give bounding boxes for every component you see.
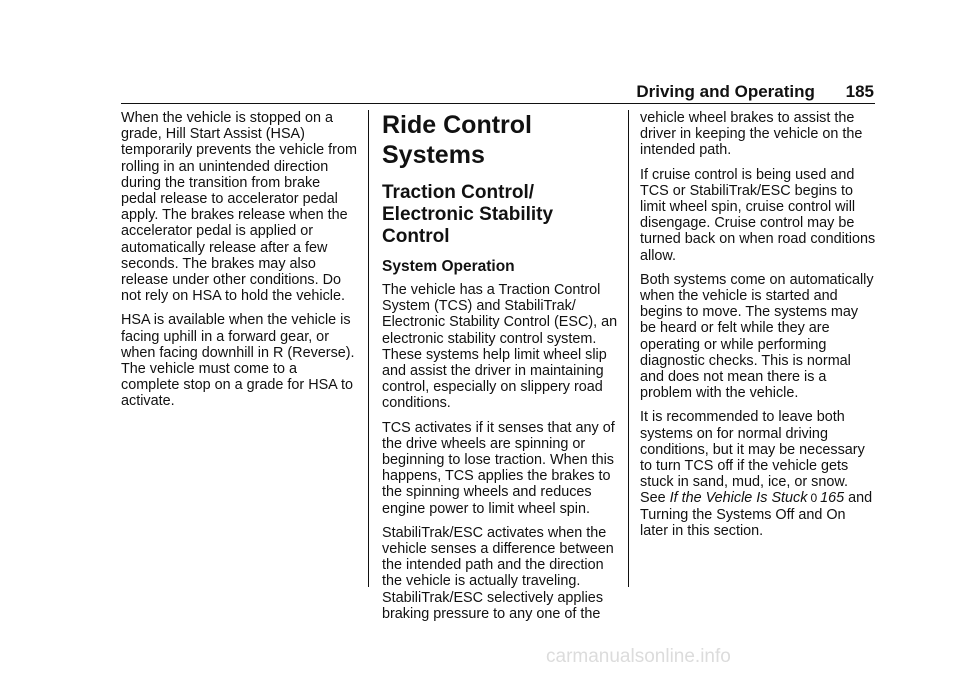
hsa-paragraph-1: When the vehicle is stopped on a grade, Hill Start Assist (HSA) temporarily prevents the vehicle from rolling in an unintended direction during the transition from brake pedal release to accelerator pedal apply. The brakes release when the accelerator pedal is applied or automatically release after a few seconds. The brakes may also release under other conditions. Do not rely on HSA to hold the vehicle.	[121, 110, 357, 305]
paragraph-end: and Turning the Systems Off and On later in this section.	[640, 490, 873, 539]
page-arrow-icon: 0	[810, 491, 818, 506]
header-rule	[121, 103, 875, 104]
watermark: carmanualsonline.info	[546, 646, 731, 667]
ride-control-paragraph-7	[640, 409, 876, 539]
ride-control-paragraph-1: The vehicle has a Traction Control System (TCS) and StabiliTrak/ Electronic Stability Control (ESC), an electronic stability control system. These systems help limit wheel slip and assist the driver in maintaining control, especially on slippery road conditions.	[382, 282, 618, 412]
ride-control-paragraph-3: StabiliTrak/ESC activates when the vehicle senses a difference between the intended path and the direction the vehicle is actually traveling. StabiliTrak/ESC selectively applies braking pressure to any one of the	[382, 524, 614, 622]
column-divider-left	[368, 110, 369, 587]
cross-reference-page[interactable]: 165	[820, 490, 845, 507]
ride-control-paragraph-5: If cruise control is being used and TCS or StabiliTrak/ESC begins to limit wheel spin, cruise control will disengage. Cruise control may be turned back on when road conditions allow.	[640, 166, 876, 264]
section-heading: Ride Control Systems	[382, 111, 532, 169]
cross-reference-link[interactable]: If the Vehicle Is Stuck	[669, 490, 808, 507]
page-number: 185	[845, 82, 874, 101]
subsection-heading: Traction Control/ Electronic Stability Control	[382, 182, 554, 247]
section-title: Driving and Operating	[636, 82, 815, 101]
ride-control-paragraph-2: TCS activates if it senses that any of the drive wheels are spinning or beginning to lose traction. When this happens, TCS applies the brakes to the spinning wheels and reduces engine power to limit wheel spin.	[382, 419, 615, 517]
running-header	[636, 82, 874, 102]
ride-control-paragraph-4: vehicle wheel brakes to assist the driver in keeping the vehicle on the intended path.	[640, 110, 863, 159]
left-column	[121, 110, 357, 418]
column-divider-right	[628, 110, 629, 587]
right-column	[640, 110, 876, 547]
hsa-paragraph-2: HSA is available when the vehicle is facing uphill in a forward gear, or when facing downhill in R (Reverse). The vehicle must come to a complete stop on a grade for HSA to activate.	[121, 312, 355, 410]
ride-control-paragraph-6: Both systems come on automatically when the vehicle is started and begins to move. The systems may be heard or felt while they are operating or while performing diagnostic checks. This is normal and does not mean there is a problem with the vehicle.	[640, 271, 874, 402]
middle-column	[382, 110, 618, 630]
topic-heading: System Operation	[382, 258, 515, 275]
paragraph-start: It is recommended to leave both systems on for normal driving conditions, but it may be necessary to turn TCS off if the vehicle gets stuck in sand, mud, ice, or snow. See	[640, 409, 865, 507]
